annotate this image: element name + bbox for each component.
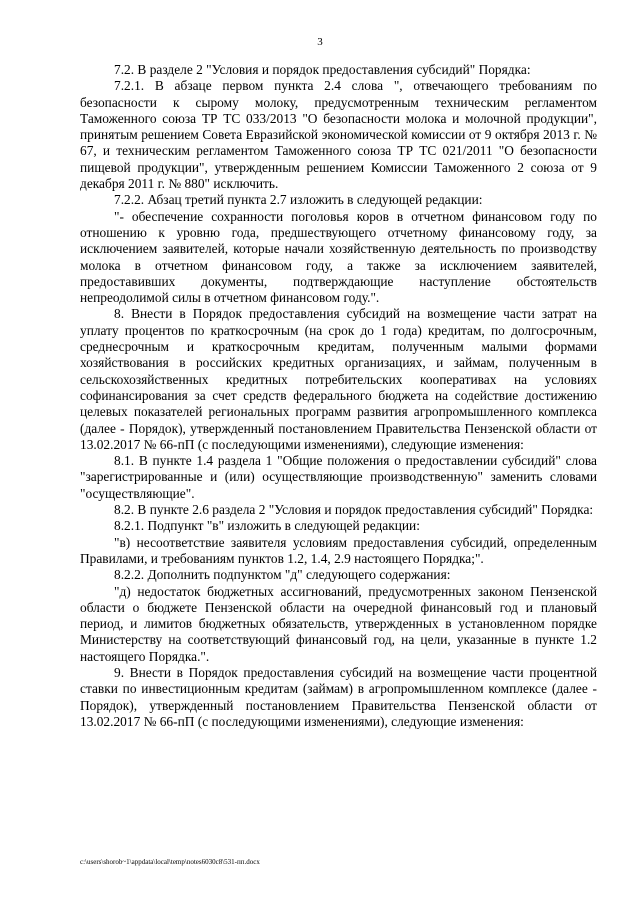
paragraph-7-2-2-text: "- обеспечение сохранности поголовья коров в отчетном финансовом году по отношению к уровню года, предшествующего отчетному финансовому году, за исключением заявителей, которые начали хозяйственную деятельность по производству молока в отчетном финансовом году, а также за исключением заявителей, предоставивших документы, подтверждающие наступление обстоятельств непреодолимой силы в отчетном финансовом году.". — [80, 208, 597, 306]
paragraph-8-2: 8.2. В пункте 2.6 раздела 2 "Условия и порядок предоставления субсидий" Порядка: — [114, 502, 594, 518]
footer-file-path: c:\users\shorob~1\appdata\local\temp\notes6030c8\531-пп.docx — [80, 858, 260, 866]
paragraph-9: 9. Внести в Порядок предоставления субсидий на возмещение части процентной ставки по инвестиционным кредитам (займам) в агропромышленном комплексе (далее - Порядок), утвержденный постановлением Правительства Пензенской области от 13.02.2017 № 66-пП (с последующими изменениями), следующие изменения: — [80, 664, 597, 729]
paragraph-8-2-2: 8.2.2. Дополнить подпунктом "д" следующего содержания: — [114, 567, 451, 583]
document-body — [80, 62, 597, 730]
paragraph-7-2-2: 7.2.2. Абзац третий пункта 2.7 изложить в следующей редакции: — [114, 192, 483, 208]
paragraph-7-2: 7.2. В разделе 2 "Условия и порядок предоставления субсидий" Порядка: — [114, 62, 531, 77]
paragraph-8: 8. Внести в Порядок предоставления субсидий на возмещение части затрат на уплату процентов по краткосрочным (на срок до 1 года) кредитам, по долгосрочным, среднесрочным и краткосрочным кредитам, полученным малыми формами хозяйствования в российских кредитных организациях, и займам, полученным в сельскохозяйственных кредитных потребительских кооперативах на условиях софинансирования за счет средств федерального бюджета на содействие достижению целевых показателей региональных программ развития агропромышленного комплекса (далее - Порядок), утвержденный постановлением Правительства Пензенской области от 13.02.2017 № 66-пП (с последующими изменениями), следующие изменения: — [80, 306, 597, 452]
paragraph-8-1: 8.1. В пункте 1.4 раздела 1 "Общие положения о предоставлении субсидий" слова "зарегистрированные и (или) осуществляющие производственную" заменить словами "осуществляющие". — [80, 453, 597, 501]
paragraph-8-2-1: 8.2.1. Подпункт "в" изложить в следующей редакции: — [114, 518, 420, 534]
paragraph-7-2-1: 7.2.1. В абзаце первом пункта 2.4 слова ", отвечающего требованиям по безопасности к сырому молоку, предусмотренным техническим регламентом Таможенного союза ТР ТС 033/2013 "О безопасности молока и молочной продукции", принятым решением Совета Евразийской экономической комиссии от 9 октября 2013 г. № 67, и техническим регламентом Таможенного союза ТР ТС 021/2011 "О безопасности пищевой продукции", утвержденным решением Комиссии Таможенного 2 союза от 9 декабря 2011 г. № 880" исключить. — [80, 78, 597, 192]
paragraph-8-2-2-text: "д) недостаток бюджетных ассигнований, предусмотренных законом Пензенской области о бюджете Пензенской области на очередной финансовый год и плановый период, и лимитов бюджетных обязательств, утвержденных в установленном порядке Министерству на соответствующий финансовый год, на цели, указанные в пункте 1.2 настоящего Порядка.". — [80, 583, 597, 664]
page-number: 3 — [317, 36, 323, 48]
paragraph-8-2-1-text: "в) несоответствие заявителя условиям предоставления субсидий, определенным Правилами, и требованиям пунктов 1.2, 1.4, 2.9 настоящего Порядка;". — [80, 534, 597, 566]
